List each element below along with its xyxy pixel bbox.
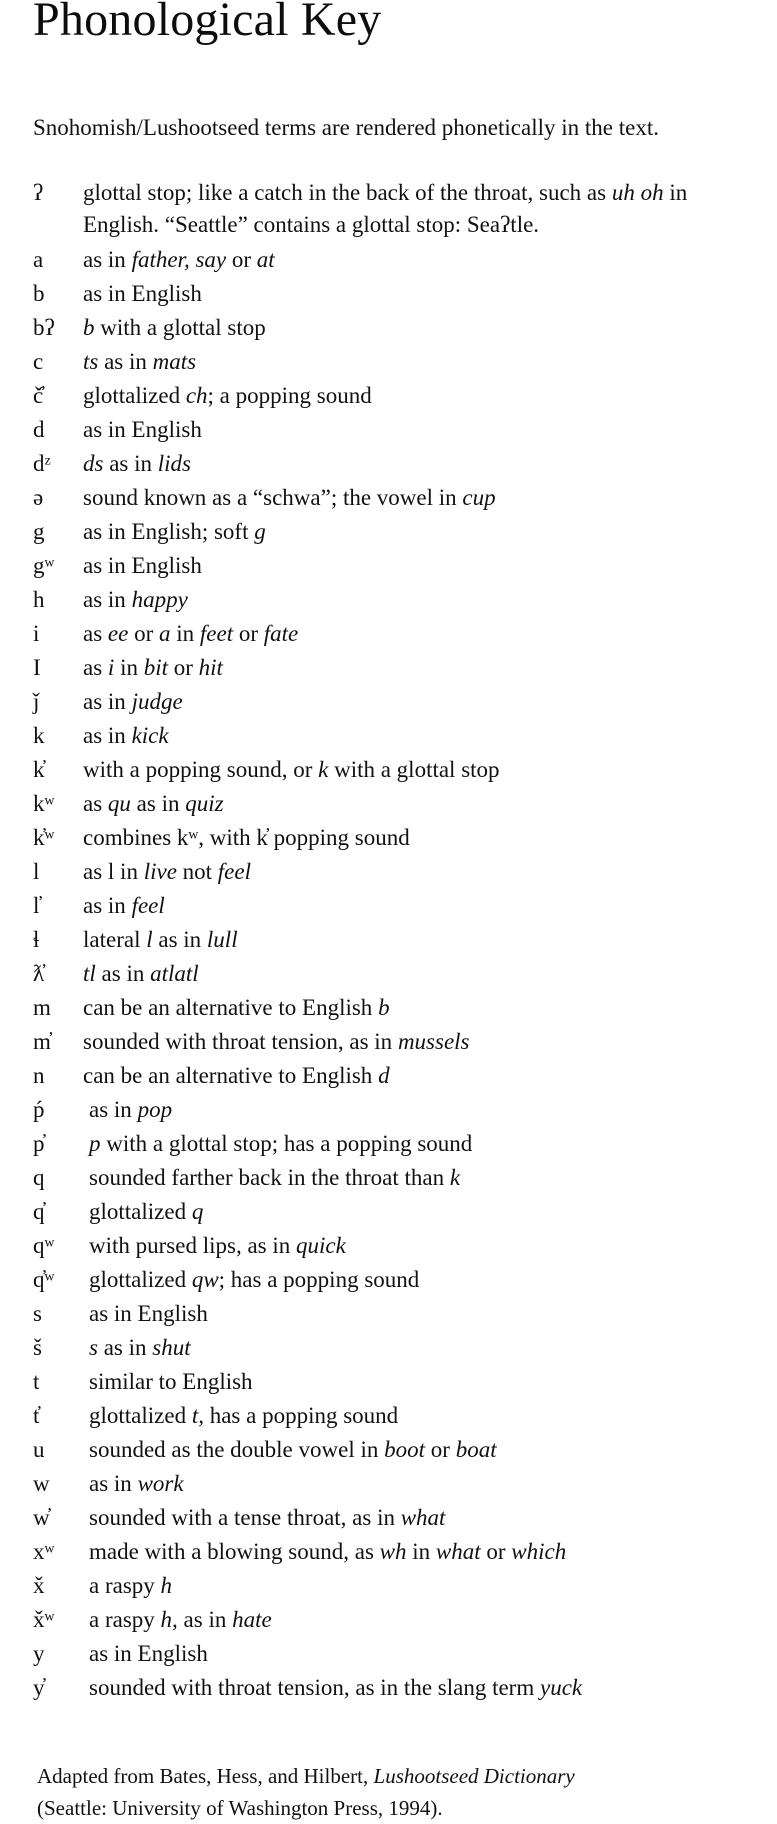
description-italic-text: lids (157, 451, 191, 476)
key-description (83, 787, 763, 821)
description-text: sound known as a “schwa”; the vowel in (83, 485, 463, 510)
description-italic-text: which (511, 1539, 567, 1564)
description-text: as in (89, 1097, 138, 1122)
description-italic-text: at (256, 247, 275, 272)
key-entry (33, 413, 763, 447)
key-description (83, 515, 763, 549)
key-entry (33, 1229, 763, 1263)
description-italic-text: h (160, 1573, 173, 1598)
key-entry (33, 1671, 763, 1705)
key-entry (33, 1161, 763, 1195)
description-text: as (83, 655, 108, 680)
description-italic-text: judge (131, 689, 183, 714)
key-description (83, 447, 763, 481)
key-description (83, 821, 763, 855)
key-description (83, 719, 763, 753)
key-entry (33, 447, 763, 481)
key-entry (33, 583, 763, 617)
description-text: as in (83, 587, 132, 612)
description-text: sounded with a tense throat, as in (89, 1505, 401, 1530)
key-entry (33, 277, 763, 311)
key-description (83, 957, 763, 991)
key-description (83, 481, 763, 515)
description-text: as in English (83, 417, 202, 442)
description-text: with pursed lips, as in (89, 1233, 296, 1258)
description-italic-text: pop (137, 1097, 173, 1122)
key-symbol: ɬ (33, 927, 40, 952)
description-italic-text: t, (191, 1403, 204, 1428)
key-symbol: m (33, 995, 51, 1020)
key-entry (33, 1093, 763, 1127)
key-symbol: ə (33, 485, 44, 510)
description-italic-text: ee (107, 621, 129, 646)
description-italic-text: cup (462, 485, 496, 510)
description-text: combines kʷ, with k̓ popping sound (83, 825, 410, 850)
key-description (83, 277, 763, 311)
description-text: a raspy (89, 1573, 161, 1598)
key-entry (33, 1331, 763, 1365)
description-text: as in English (89, 1301, 208, 1326)
key-description (83, 753, 763, 787)
description-italic-text: hit (198, 655, 223, 680)
key-symbol: k (33, 723, 45, 748)
key-entry (33, 549, 763, 583)
description-italic-text: q (191, 1199, 204, 1224)
key-entry (33, 991, 763, 1025)
description-italic-text: mats (152, 349, 197, 374)
description-text: in (170, 621, 200, 646)
key-description (89, 1093, 763, 1127)
key-entry (33, 821, 763, 855)
key-description (83, 1059, 763, 1093)
key-symbol: h (33, 587, 45, 612)
key-description (89, 1671, 763, 1705)
description-italic-text: wh (379, 1539, 407, 1564)
description-text: sounded with throat tension, as in the slang term (89, 1675, 540, 1700)
description-text: as in (103, 451, 158, 476)
description-italic-text: lull (206, 927, 238, 952)
description-text: glottalized (89, 1267, 192, 1292)
key-entry (33, 685, 763, 719)
key-description (89, 1433, 763, 1467)
description-italic-text: feet (199, 621, 234, 646)
description-italic-text: work (137, 1471, 184, 1496)
key-description (89, 1365, 763, 1399)
citation-title: Lushootseed Dictionary (373, 1764, 575, 1788)
key-symbol: c (33, 349, 44, 374)
key-symbol: w̓ (33, 1505, 50, 1530)
key-symbol: kʷ (33, 791, 55, 816)
key-description (83, 177, 763, 241)
description-italic-text: shut (152, 1335, 191, 1360)
key-entry (33, 515, 763, 549)
key-description (83, 617, 763, 651)
key-symbol: ṕ (33, 1097, 45, 1122)
key-description (89, 1229, 763, 1263)
key-description (83, 379, 763, 413)
key-description (89, 1297, 763, 1331)
key-description (83, 413, 763, 447)
key-symbol: gʷ (33, 553, 55, 578)
description-text: sounded with throat tension, as in (83, 1029, 398, 1054)
key-description (83, 685, 763, 719)
description-italic-text: boot (384, 1437, 426, 1462)
description-text: or (425, 1437, 456, 1462)
description-italic-text: ds (83, 451, 104, 476)
key-description (89, 1263, 763, 1297)
key-symbol: t̓ (33, 1403, 40, 1428)
key-symbol: d (33, 417, 45, 442)
description-text: has a popping sound (203, 1403, 399, 1428)
key-symbol: g (33, 519, 45, 544)
key-symbol: m̓ (33, 1029, 51, 1054)
key-entry (33, 311, 763, 345)
description-text: as in (83, 893, 132, 918)
description-text: glottal stop; like a catch in the back of the throat, such as (83, 180, 612, 205)
description-text: with a glottal stop (328, 757, 500, 782)
key-entry (33, 855, 763, 889)
description-italic-text: boat (455, 1437, 497, 1462)
key-entry (33, 787, 763, 821)
description-text: as in English (83, 281, 202, 306)
key-symbol: č̓ (33, 383, 44, 408)
key-symbol: bʔ (33, 315, 55, 340)
key-description (83, 923, 763, 957)
key-description (83, 311, 763, 345)
key-entry (33, 651, 763, 685)
description-text: with a glottal stop (94, 315, 266, 340)
key-description (83, 549, 763, 583)
description-italic-text: quick (296, 1233, 346, 1258)
key-entry (33, 345, 763, 379)
key-description (83, 1025, 763, 1059)
description-text: lateral (83, 927, 147, 952)
description-italic-text: l (146, 927, 153, 952)
description-italic-text: qu (107, 791, 131, 816)
description-italic-text: d (378, 1063, 390, 1088)
key-symbol: y̓ (33, 1675, 45, 1700)
key-symbol: k̓ʷ (33, 825, 55, 850)
description-italic-text: ts (83, 349, 99, 374)
key-entry (33, 1467, 763, 1501)
key-description (89, 1161, 763, 1195)
key-symbol: t (33, 1369, 40, 1394)
key-symbol: w (33, 1471, 50, 1496)
description-italic-text: live (143, 859, 177, 884)
description-text: as l in (83, 859, 144, 884)
key-entry (33, 719, 763, 753)
key-entry (33, 1263, 763, 1297)
description-text: or (233, 621, 264, 646)
key-symbol: qʷ (33, 1233, 55, 1258)
description-italic-text: ch (185, 383, 208, 408)
description-italic-text: h, (160, 1607, 178, 1632)
description-italic-text: quiz (185, 791, 224, 816)
description-italic-text: qw (191, 1267, 219, 1292)
key-description (83, 651, 763, 685)
description-text: can be an alternative to English (83, 1063, 379, 1088)
description-text: glottalized (89, 1403, 192, 1428)
description-italic-text: g (254, 519, 266, 544)
key-description (89, 1399, 763, 1433)
key-symbol: x̌ (33, 1573, 45, 1598)
description-text: in English. “Seattle” contains a glottal stop: Seaʔtle. (83, 180, 688, 237)
description-text: as in (83, 689, 132, 714)
key-symbol: dᶻ (33, 451, 51, 476)
key-entry (33, 1569, 763, 1603)
key-symbol: I (33, 655, 41, 680)
key-description (89, 1535, 763, 1569)
description-text: ; a popping sound (207, 383, 372, 408)
description-italic-text: tl (83, 961, 96, 986)
key-description (83, 889, 763, 923)
key-entry (33, 923, 763, 957)
key-symbol: q (33, 1165, 45, 1190)
key-entry (33, 1059, 763, 1093)
key-symbol: l (33, 859, 40, 884)
description-text: ; has a popping sound (218, 1267, 420, 1292)
description-italic-text: atlatl (150, 961, 199, 986)
description-text: as in (83, 723, 132, 748)
key-symbol: n (33, 1063, 45, 1088)
description-text: or (128, 621, 160, 646)
description-text: or (226, 247, 257, 272)
description-text: as in (130, 791, 186, 816)
key-entry (33, 753, 763, 787)
key-entry (33, 617, 763, 651)
description-text: can be an alternative to English (83, 995, 379, 1020)
key-symbol: a (33, 247, 44, 272)
key-description (89, 1467, 763, 1501)
key-symbol: x̌ʷ (33, 1607, 55, 1632)
key-description (83, 583, 763, 617)
key-entry (33, 1637, 763, 1671)
key-entry (33, 481, 763, 515)
description-text: as in (89, 1471, 138, 1496)
description-text: as in English (83, 553, 202, 578)
key-description (89, 1569, 763, 1603)
key-entry (33, 177, 763, 241)
description-italic-text: b (378, 995, 390, 1020)
key-symbol: q̓ʷ (33, 1267, 55, 1292)
description-text: as in (83, 247, 132, 272)
key-entry (33, 1025, 763, 1059)
description-text: with a glottal stop; has a popping sound (100, 1131, 473, 1156)
description-italic-text: feel (217, 859, 251, 884)
description-text: or (480, 1539, 512, 1564)
description-text: similar to English (89, 1369, 253, 1394)
key-entry (33, 889, 763, 923)
key-symbol: š (33, 1335, 42, 1360)
key-description (83, 345, 763, 379)
page-title: Phonological Key (33, 0, 382, 46)
key-entry (33, 1603, 763, 1637)
key-description (89, 1331, 763, 1365)
key-symbol: ƛ̓ (33, 961, 45, 986)
description-text: or (167, 655, 199, 680)
description-text: as (83, 621, 108, 646)
description-italic-text: fate (263, 621, 299, 646)
description-text: in (114, 655, 144, 680)
key-symbol: ʔ (33, 180, 44, 205)
description-italic-text: yuck (539, 1675, 583, 1700)
key-symbol: i (33, 621, 40, 646)
key-entry (33, 1127, 763, 1161)
description-italic-text: i (107, 655, 115, 680)
description-italic-text: k (449, 1165, 461, 1190)
source-citation (37, 1760, 575, 1824)
key-description (83, 243, 763, 277)
description-italic-text: a (159, 621, 171, 646)
citation-prefix: Adapted from Bates, Hess, and Hilbert, (37, 1764, 374, 1788)
description-italic-text: mussels (397, 1029, 470, 1054)
key-entry (33, 243, 763, 277)
key-entry (33, 379, 763, 413)
description-italic-text: feel (131, 893, 165, 918)
key-symbol: y (33, 1641, 45, 1666)
key-description (89, 1195, 763, 1229)
description-text: a raspy (89, 1607, 161, 1632)
key-description (89, 1603, 763, 1637)
key-symbol: k̓ (33, 757, 45, 782)
description-text: glottalized (83, 383, 186, 408)
description-text: as (83, 791, 108, 816)
key-symbol: q̓ (33, 1199, 45, 1224)
key-description (83, 991, 763, 1025)
description-text: sounded as the double vowel in (89, 1437, 385, 1462)
key-symbol: xʷ (33, 1539, 55, 1564)
key-entry (33, 957, 763, 991)
description-text: as in English; soft (83, 519, 255, 544)
description-italic-text: b (83, 315, 95, 340)
description-text: as in (97, 1335, 153, 1360)
description-italic-text: hate (232, 1607, 272, 1632)
key-entry (33, 1195, 763, 1229)
description-text: sounded farther back in the throat than (89, 1165, 450, 1190)
key-symbol: l̕ (33, 893, 40, 918)
key-description (83, 855, 763, 889)
key-description (89, 1637, 763, 1671)
description-text: glottalized (89, 1199, 192, 1224)
description-italic-text: happy (131, 587, 188, 612)
description-text: made with a blowing sound, as (89, 1539, 380, 1564)
description-italic-text: what (400, 1505, 446, 1530)
description-text: as in (177, 1607, 233, 1632)
key-entry (33, 1433, 763, 1467)
key-description (89, 1127, 763, 1161)
intro-text: Snohomish/Lushootseed terms are rendered phonetically in the text. (33, 115, 659, 140)
key-entry (33, 1501, 763, 1535)
description-text: as in (98, 349, 153, 374)
description-text: as in (95, 961, 151, 986)
description-text: not (176, 859, 218, 884)
key-entry (33, 1399, 763, 1433)
citation-publisher: (Seattle: University of Washington Press, 1994). (37, 1796, 443, 1820)
description-italic-text: bit (143, 655, 168, 680)
phonological-key-list (33, 177, 763, 1705)
key-symbol: b (33, 281, 45, 306)
description-text: as in (152, 927, 207, 952)
key-entry (33, 1297, 763, 1331)
key-symbol: p̓ (33, 1131, 45, 1156)
description-italic-text: k (318, 757, 329, 782)
description-italic-text: kick (131, 723, 169, 748)
key-symbol: s (33, 1301, 42, 1326)
description-text: in (406, 1539, 436, 1564)
description-italic-text: p (89, 1131, 101, 1156)
description-italic-text: father, say (131, 247, 227, 272)
key-entry (33, 1365, 763, 1399)
description-italic-text: what (435, 1539, 481, 1564)
key-symbol: ǰ (33, 689, 40, 714)
key-entry (33, 1535, 763, 1569)
description-italic-text: s (89, 1335, 98, 1360)
description-italic-text: uh oh (611, 180, 664, 205)
description-text: with a popping sound, or (83, 757, 319, 782)
description-text: as in English (89, 1641, 208, 1666)
key-description (89, 1501, 763, 1535)
key-symbol: u (33, 1437, 45, 1462)
